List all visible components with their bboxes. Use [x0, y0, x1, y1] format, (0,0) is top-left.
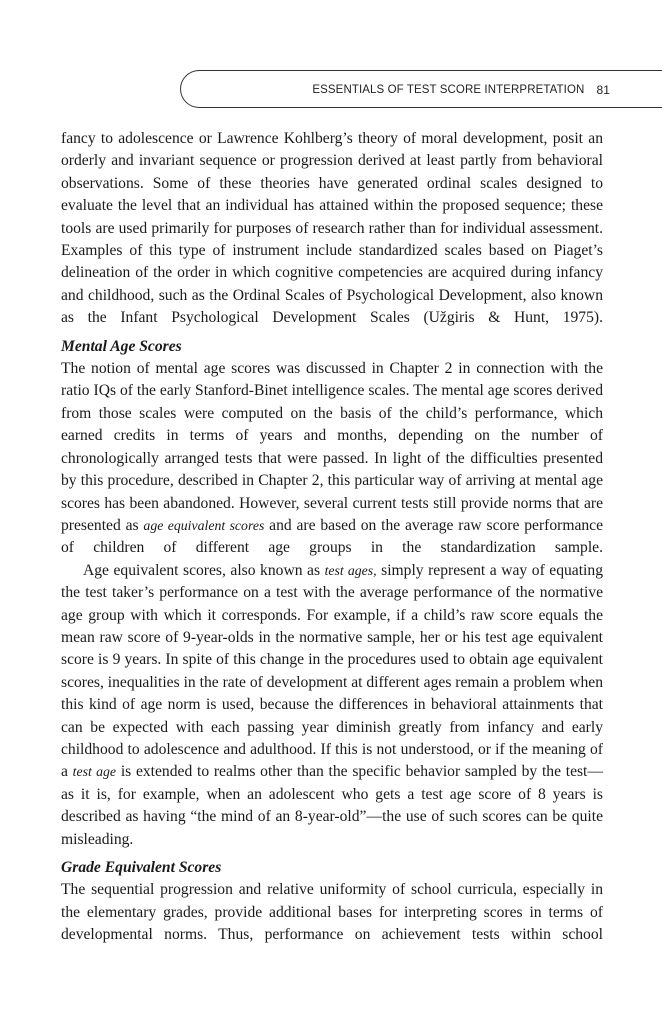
page-body [61, 128, 603, 947]
paragraph-text: Age equivalent scores, also known as [83, 561, 321, 579]
italic-term: test age [72, 764, 117, 780]
paragraph-mental-age [61, 358, 603, 560]
paragraph-grade-equivalent [61, 879, 603, 946]
section-heading-mental-age: Mental Age Scores [61, 337, 182, 355]
section-heading-grade-equivalent: Grade Equivalent Scores [61, 859, 222, 876]
italic-term: age equivalent scores [143, 517, 265, 533]
paragraph-text: The notion of mental age scores was discussed in Chapter 2 in connection with the ratio IQs of the early Stanford-Binet intelligence scales. The mental age scores derived from those scales were computed on the basis of the child’s performance, which earned credits in terms of years and months, depending on the number of chronologically arranged tests that were passed. In light of the difficulties presented by this procedure, described in Chapter 2, this particular way of arriving at mental age scores has been abandoned. However, several current tests still provide norms that are presented as [61, 360, 603, 534]
running-head [312, 82, 610, 98]
paragraph-text: The sequential progression and relative uniformity of school curricula, especially in the elementary grades, provide additional bases for interpreting scores in terms of developmental norms. Thus, performance on achievement tests within school [61, 881, 603, 944]
paragraph-text: simply represent a way of equating the test taker’s performance on a test with the average performance of the normative age group with which it corresponds. For example, if a child’s raw score equals the mean raw score of 9-year-olds in the normative sample, her or his test age equivalent score is 9 years. In spite of this change in the procedures used to obtain age equivalent scores, inequalities in the rate of development at different ages remain a problem when this kind of age norm is used, because the differences in behavioral attainments that can be expected with each passing year diminish greatly from infancy and early childhood to adolescence and adulthood. If this is not understood, or if the meaning of a [61, 561, 603, 781]
paragraph-continued [61, 128, 603, 330]
paragraph-text: is extended to realms other than the specific behavior sampled by the test—as it is, for example, when an adolescent who gets a test age score of 8 years is described as having “the mind of an 8-year-old”—the use of such scores can be quite misleading. [61, 763, 603, 848]
running-title: ESSENTIALS OF TEST SCORE INTERPRETATION [312, 84, 585, 96]
paragraph-text: and are based on the average raw score performance of children of different age groups in the standardization sample. [61, 516, 604, 557]
italic-term: test ages, [324, 562, 377, 578]
page-number: 81 [596, 83, 610, 97]
paragraph-age-equivalent [61, 560, 603, 851]
paragraph-text: fancy to adolescence or Lawrence Kohlberg’s theory of moral development, posit an orderly and invariant sequence or progression derived at least partly from behavioral observations. Some of these theories have generated ordinal scales designed to evaluate the level that an individual has attained within the proposed sequence; these tools are used primarily for purposes of research rather than for individual assessment. Examples of this type of instrument include standardized scales based on Piaget’s delineation of the order in which cognitive competencies are acquired during infancy and childhood, such as the Ordinal Scales of Psychological Development, also known as the Infant Psychological Development Scales (Užgiris & Hunt, 1975). [61, 130, 603, 327]
